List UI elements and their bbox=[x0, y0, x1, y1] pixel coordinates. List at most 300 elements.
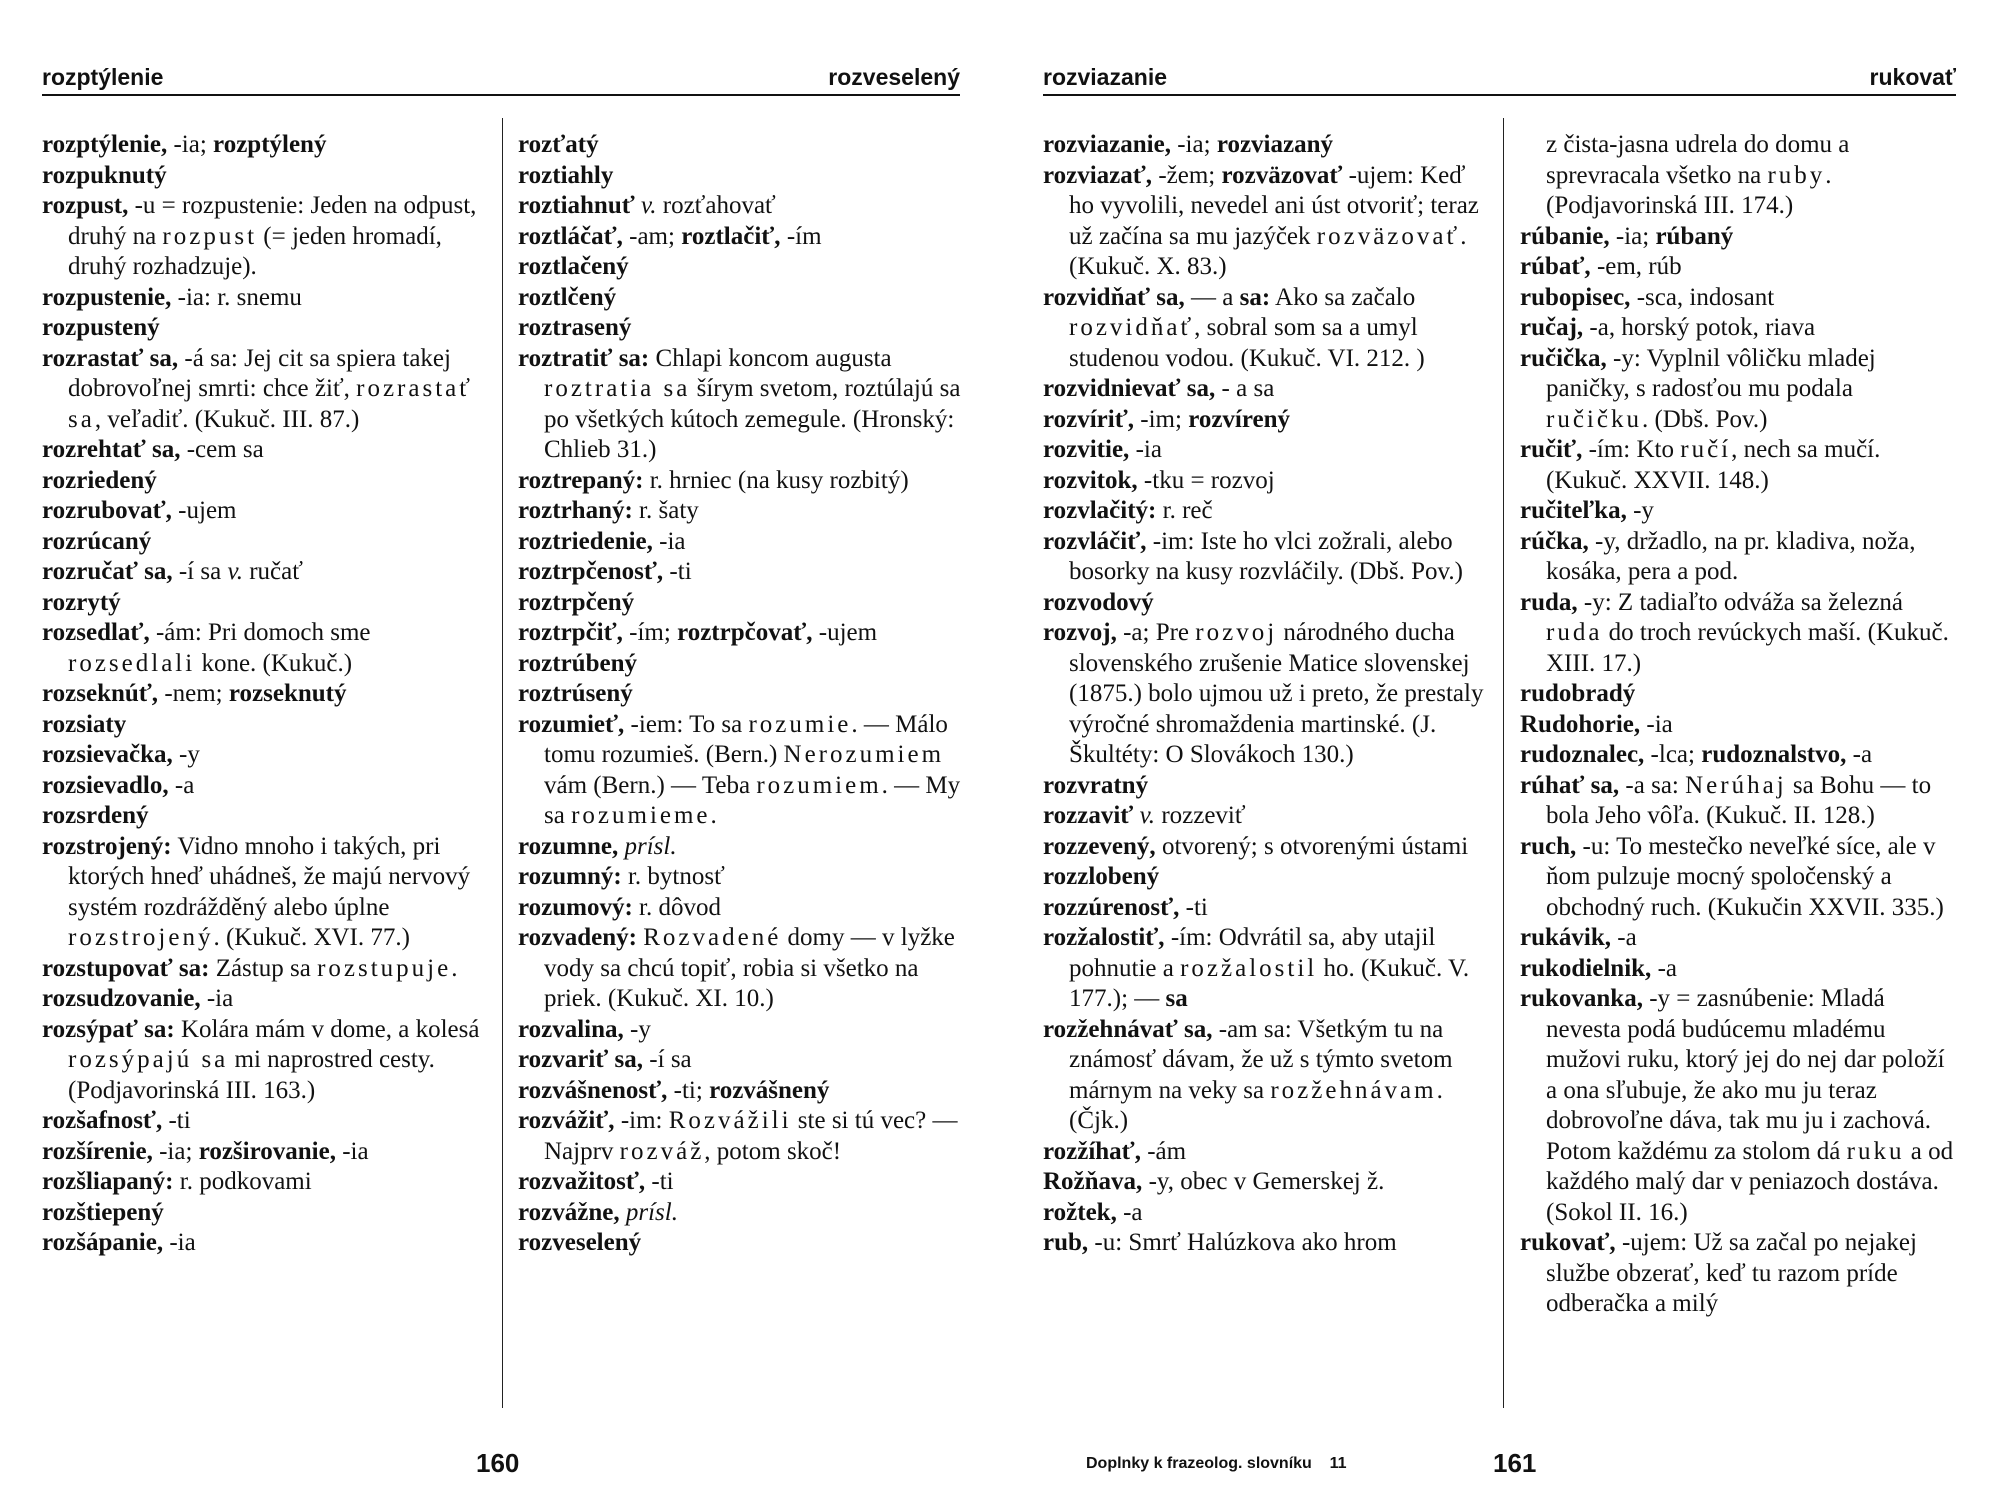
entry-text: r. dôvod bbox=[632, 893, 721, 921]
entry-text: -im; bbox=[1134, 405, 1189, 433]
dictionary-entry bbox=[518, 1045, 962, 1076]
entry-text: -im: bbox=[614, 1107, 669, 1134]
dictionary-entry bbox=[42, 283, 484, 314]
entry-text: -ia; bbox=[1170, 131, 1217, 158]
dictionary-entry bbox=[1520, 344, 1956, 436]
dictionary-entry bbox=[1520, 222, 1956, 253]
dictionary-entry bbox=[1520, 283, 1956, 314]
headword: rukovanka, bbox=[1520, 985, 1643, 1012]
dictionary-entry bbox=[42, 527, 484, 558]
headword: roztiahnuť bbox=[518, 192, 635, 219]
dictionary-entry bbox=[518, 1167, 962, 1198]
headword: rozvážne, bbox=[518, 1198, 620, 1226]
spaced-example: Nerúhaj bbox=[1685, 771, 1787, 799]
headword: roztrpčiť, bbox=[518, 619, 623, 646]
entry-text: z čista-jasna udrela do domu a sprevracala všetko na bbox=[1546, 131, 1850, 189]
page-number-right: 161 bbox=[1493, 1448, 1537, 1478]
entry-text: -em, rúb bbox=[1590, 253, 1682, 280]
entry-text: -ím; bbox=[622, 619, 678, 646]
headword: rozšafnosť, bbox=[42, 1107, 163, 1134]
headword: roztiahly bbox=[518, 161, 614, 189]
dictionary-entry bbox=[1043, 130, 1489, 161]
headword: rozviazaný bbox=[1216, 131, 1333, 158]
dictionary-entry bbox=[42, 557, 484, 588]
headword: rozvírený bbox=[1188, 405, 1291, 433]
entry-text: -ti bbox=[645, 1168, 674, 1195]
headword: rozpust, bbox=[42, 192, 129, 219]
headword: ručiteľka, bbox=[1520, 497, 1627, 524]
headword: roztrúsený bbox=[518, 680, 633, 707]
running-head-left-first: rozptýlenie bbox=[42, 64, 164, 90]
dictionary-entry bbox=[42, 954, 484, 985]
entry-text: -ia bbox=[1640, 710, 1673, 738]
dictionary-entry bbox=[1043, 1015, 1489, 1137]
entry-text: -ím bbox=[780, 222, 822, 250]
dictionary-entry bbox=[42, 1137, 484, 1168]
headword: rozvidnievať sa, bbox=[1043, 375, 1216, 402]
headword: rozsudzovanie, bbox=[42, 985, 201, 1012]
entry-text: . bbox=[451, 954, 458, 982]
headword: rozumieť, bbox=[518, 710, 625, 738]
entry-text: -a bbox=[1651, 954, 1677, 982]
headword: rukovať, bbox=[1520, 1229, 1616, 1256]
dictionary-entry bbox=[1520, 832, 1956, 924]
spaced-example: Rozvážili bbox=[668, 1107, 792, 1134]
dictionary-entry bbox=[42, 1228, 484, 1259]
headword: rozväzovať bbox=[1221, 161, 1343, 189]
headword: Rožňava, bbox=[1043, 1168, 1143, 1195]
dictionary-entry bbox=[518, 496, 962, 527]
dictionary-entry bbox=[42, 588, 484, 619]
entry-text: otvorený; s otvorenými ústami bbox=[1155, 832, 1469, 860]
spaced-example: rozväzovať bbox=[1316, 222, 1461, 250]
dictionary-entry bbox=[1043, 801, 1489, 832]
dictionary-entry bbox=[518, 649, 962, 680]
entry-text: -tku = rozvoj bbox=[1137, 466, 1275, 494]
headword: rozvláčiť, bbox=[1043, 527, 1147, 555]
dictionary-entry bbox=[1520, 923, 1956, 954]
spaced-example: rozžehnávam bbox=[1270, 1076, 1437, 1104]
entry-text: -a bbox=[1846, 741, 1873, 768]
headword: rozrúcaný bbox=[42, 527, 152, 555]
headword: rozviazanie, bbox=[1043, 131, 1171, 158]
headword: rozumový: bbox=[518, 893, 633, 921]
entry-text: -a bbox=[1611, 924, 1637, 951]
dictionary-entry bbox=[1520, 496, 1956, 527]
dictionary-entry bbox=[1043, 405, 1489, 436]
entry-text: -ím: Kto bbox=[1582, 436, 1681, 463]
dictionary-entry bbox=[518, 862, 962, 893]
headword: rozšliapaný: bbox=[42, 1168, 174, 1195]
dictionary-entry bbox=[42, 466, 484, 497]
headword: sa bbox=[1165, 985, 1188, 1012]
headword: roztlačený bbox=[518, 253, 629, 280]
dictionary-entry bbox=[518, 191, 962, 222]
entry-text: -u: Smrť Halúzkova ako hrom bbox=[1088, 1229, 1397, 1256]
entry-text: ručať bbox=[242, 558, 303, 585]
entry-text: -a sa: bbox=[1619, 771, 1686, 799]
headword: rozpustenie, bbox=[42, 283, 172, 311]
entry-text: . (Kukuč. XVI. 77.) bbox=[213, 924, 410, 951]
dictionary-entry bbox=[518, 618, 962, 649]
headword: rudobradý bbox=[1520, 680, 1636, 707]
dictionary-entry bbox=[1520, 435, 1956, 496]
entry-text: -y, obec v Gemerskej ž. bbox=[1142, 1168, 1385, 1195]
dictionary-entry bbox=[42, 984, 484, 1015]
headword: ručička, bbox=[1520, 344, 1607, 372]
entry-text: -ám: Pri domoch sme bbox=[149, 619, 371, 646]
headword: rozvažitosť, bbox=[518, 1168, 646, 1195]
headword: roztratiť sa: bbox=[518, 344, 650, 372]
entry-text: -ám bbox=[1140, 1137, 1187, 1165]
entry-text: sa Bohu — to bola Jeho vôľa. (Kukuč. II. 128.) bbox=[1546, 771, 1932, 829]
entry-text: -í sa bbox=[643, 1046, 692, 1073]
dictionary-entry bbox=[42, 344, 484, 436]
right-page-column-2 bbox=[1520, 130, 1956, 1320]
headword: rozvlačitý: bbox=[1043, 497, 1157, 524]
entry-text: Kolára mám v dome, a kolesá bbox=[174, 1015, 480, 1043]
headword: rub, bbox=[1043, 1229, 1089, 1256]
dictionary-entry bbox=[1043, 1167, 1489, 1198]
entry-text: rozzeviť bbox=[1155, 802, 1246, 829]
headword: rozvodový bbox=[1043, 588, 1154, 616]
entry-text: -ia: r. snemu bbox=[171, 283, 302, 311]
dictionary-entry bbox=[1043, 527, 1489, 588]
spaced-example: rozrastať sa bbox=[68, 375, 473, 433]
headword: rozručať sa, bbox=[42, 558, 173, 585]
dictionary-entry bbox=[42, 496, 484, 527]
dictionary-entry bbox=[1520, 679, 1956, 710]
headword: ručiť, bbox=[1520, 436, 1583, 463]
entry-text: -sca, indosant bbox=[1630, 283, 1775, 311]
dictionary-entry bbox=[1520, 527, 1956, 588]
entry-text: r. podkovami bbox=[173, 1168, 312, 1195]
entry-text: ste si tú vec? — Najprv bbox=[544, 1107, 958, 1165]
headword: rozriedený bbox=[42, 466, 157, 494]
headword: rozvášnený bbox=[709, 1076, 830, 1104]
headword: roztrhaný: bbox=[518, 497, 633, 524]
dictionary-entry bbox=[1043, 161, 1489, 283]
entry-text: -a bbox=[168, 771, 195, 799]
headword: rozrastať sa, bbox=[42, 344, 179, 372]
dictionary-entry bbox=[518, 893, 962, 924]
entry-text: -í sa bbox=[172, 558, 228, 585]
headword: rozširovanie, bbox=[198, 1137, 336, 1165]
dictionary-entry bbox=[42, 1015, 484, 1107]
spaced-example: ručičku bbox=[1546, 405, 1642, 433]
headword: rozumný: bbox=[518, 863, 622, 890]
dictionary-entry bbox=[1043, 1228, 1489, 1259]
spaced-example: rozstrojený bbox=[68, 924, 214, 951]
headword: rozseknutý bbox=[228, 680, 347, 707]
headword: rozrubovať, bbox=[42, 497, 172, 524]
headword: rožtek, bbox=[1043, 1198, 1117, 1226]
headword: rozsievačka, bbox=[42, 741, 173, 768]
signature-mark: Doplnky k frazeolog. slovníku 11 bbox=[1086, 1455, 1347, 1472]
headword: rozzaviť bbox=[1043, 802, 1134, 829]
dictionary-entry bbox=[518, 344, 962, 466]
headword: rozrytý bbox=[42, 588, 121, 616]
dictionary-entry bbox=[42, 740, 484, 771]
entry-text: -ujem bbox=[171, 497, 237, 524]
headword: rozveselený bbox=[518, 1229, 642, 1256]
spaced-example: rozpust bbox=[162, 222, 258, 250]
entry-text: -u: To mestečko neveľké síce, ale v ňom pulzuje mocný spoločenský a obchodný ruch. (Kukučin XXVII. 335.) bbox=[1546, 832, 1944, 921]
spaced-example: ručí bbox=[1680, 436, 1732, 463]
spaced-example: rozvidňať bbox=[1069, 314, 1195, 341]
dictionary-entry bbox=[42, 832, 484, 954]
dictionary-entry bbox=[1043, 588, 1489, 619]
dictionary-entry bbox=[518, 1106, 962, 1167]
headword: roztrasený bbox=[518, 314, 632, 341]
dictionary-entry bbox=[42, 1106, 484, 1137]
entry-text: šírym svetom, roztúlajú sa po všetkých kútoch zemegule. (Hronský: Chlieb 31.) bbox=[544, 375, 961, 463]
headword: rúhať sa, bbox=[1520, 771, 1620, 799]
dictionary-entry bbox=[1520, 252, 1956, 283]
spaced-example: roztratia sa bbox=[544, 375, 691, 402]
headword: rozšápanie, bbox=[42, 1229, 164, 1256]
entry-text: -ti bbox=[663, 558, 692, 585]
headword: rozvíriť, bbox=[1043, 405, 1135, 433]
headword: rozvidňať sa, bbox=[1043, 283, 1185, 311]
entry-text: r. reč bbox=[1156, 497, 1213, 524]
dictionary-entry bbox=[518, 588, 962, 619]
dictionary-entry bbox=[42, 130, 484, 161]
headword: rozžalostiť, bbox=[1043, 924, 1165, 951]
dictionary-entry bbox=[518, 1076, 962, 1107]
dictionary-entry bbox=[1520, 771, 1956, 832]
headword: rozsýpať sa: bbox=[42, 1015, 175, 1043]
headword: rozvalina, bbox=[518, 1015, 624, 1043]
spaced-example: rozstupuje bbox=[317, 954, 452, 982]
entry-text: -žem; bbox=[1152, 161, 1222, 189]
headword: ruda, bbox=[1520, 588, 1578, 616]
entry-text: -cem sa bbox=[180, 436, 264, 463]
headword: ruch, bbox=[1520, 832, 1577, 860]
headword: rúbanie, bbox=[1520, 222, 1610, 250]
headword: rozpuknutý bbox=[42, 161, 167, 189]
headword: rozsiaty bbox=[42, 710, 127, 738]
entry-text: , nech sa mučí. (Kukuč. XXVII. 148.) bbox=[1546, 436, 1881, 494]
headword: rudoznalstvo, bbox=[1701, 741, 1847, 768]
spaced-example: ruda bbox=[1546, 619, 1603, 646]
dictionary-entry bbox=[518, 527, 962, 558]
entry-text: a od každého malý dar v peniazoch dostáva. (Sokol II. 16.) bbox=[1546, 1137, 1954, 1226]
dictionary-entry bbox=[42, 1198, 484, 1229]
headword: rozvoj, bbox=[1043, 619, 1117, 646]
headword: rozumne, bbox=[518, 832, 619, 860]
headword: sa: bbox=[1239, 283, 1271, 311]
headword: rozvratný bbox=[1043, 771, 1149, 799]
dictionary-entry bbox=[518, 1015, 962, 1046]
headword: rukávik, bbox=[1520, 924, 1612, 951]
entry-text: Vidno mnoho i takých, pri ktorých hneď uhádneš, že majú nervový systém rozdrážděný alebo úplne bbox=[68, 832, 471, 921]
dictionary-entry bbox=[518, 466, 962, 497]
entry-text: . (Dbš. Pov.) bbox=[1641, 405, 1768, 433]
entry-text: -lca; bbox=[1644, 741, 1702, 768]
headword: rúčka, bbox=[1520, 527, 1589, 555]
dictionary-entry bbox=[42, 1167, 484, 1198]
headword: roztlačiť, bbox=[681, 222, 781, 250]
dictionary-entry bbox=[518, 252, 962, 283]
headword: rozštiepený bbox=[42, 1198, 164, 1226]
dictionary-entry bbox=[1520, 710, 1956, 741]
italic-abbreviation: v. bbox=[227, 558, 243, 585]
headword: roztrpčovať, bbox=[677, 619, 813, 646]
entry-text: -a bbox=[1116, 1198, 1143, 1226]
entry-text: r. hrniec (na kusy rozbitý) bbox=[643, 466, 909, 494]
dictionary-entry bbox=[42, 679, 484, 710]
headword: rozstrojený: bbox=[42, 832, 172, 860]
dictionary-entry bbox=[1520, 954, 1956, 985]
entry-text: , potom skoč! bbox=[704, 1137, 842, 1165]
dictionary-entry bbox=[1520, 313, 1956, 344]
entry-text: -y = zasnúbenie: Mladá nevesta podá budúcemu mladému mužovi ruku, ktorý jej do nej dar položí a ona sľubuje, že ako mu ju teraz dobrovoľne dáva, tak mu ju i zachová. Potom každému za stolom dá bbox=[1546, 985, 1945, 1165]
entry-text: . — My sa bbox=[544, 771, 961, 829]
headword: rozšírenie, bbox=[42, 1137, 153, 1165]
dictionary-entry bbox=[518, 222, 962, 253]
dictionary-entry bbox=[42, 801, 484, 832]
dictionary-entry bbox=[1520, 984, 1956, 1228]
entry-text: -ia bbox=[335, 1137, 369, 1165]
entry-text: -á sa: Jej cit sa spiera takej dobrovoľnej smrti: chce žiť, bbox=[68, 344, 451, 402]
headword: rozsrdený bbox=[42, 802, 149, 829]
entry-text: -ia; bbox=[167, 131, 214, 158]
entry-text: -ujem bbox=[812, 619, 878, 646]
entry-text: -u = rozpustenie: Jeden na odpust, druhý na bbox=[68, 192, 477, 250]
dictionary-entry bbox=[1520, 588, 1956, 680]
headword: rozptýlený bbox=[213, 131, 327, 158]
entry-text: ho. (Kukuč. V. 177.); — bbox=[1069, 954, 1470, 1012]
dictionary-entry bbox=[1520, 1228, 1956, 1320]
headword: roztrúbený bbox=[518, 649, 637, 677]
dictionary-entry bbox=[1043, 374, 1489, 405]
dictionary-entry bbox=[42, 191, 484, 283]
dictionary-entry bbox=[518, 130, 962, 161]
spaced-example: rozváž bbox=[619, 1137, 705, 1165]
dictionary-entry bbox=[518, 1228, 962, 1259]
dictionary-entry bbox=[1043, 618, 1489, 771]
spaced-example: rozumie bbox=[748, 710, 852, 738]
spaced-example: rozsedlali bbox=[68, 649, 196, 677]
entry-text: -y bbox=[623, 1015, 651, 1043]
dictionary-entry bbox=[1043, 466, 1489, 497]
entry-text: , veľadiť. (Kukuč. III. 87.) bbox=[94, 405, 360, 433]
entry-text: -iem: To sa bbox=[624, 710, 749, 738]
headword: rozvitok, bbox=[1043, 466, 1138, 494]
running-head-right-last: rukovať bbox=[1869, 64, 1956, 90]
dictionary-entry bbox=[1043, 893, 1489, 924]
headword: rozsievadlo, bbox=[42, 771, 169, 799]
headword: rozžíhať, bbox=[1043, 1137, 1141, 1165]
entry-text: do troch revúckych maší. (Kukuč. XIII. 17.) bbox=[1546, 619, 1949, 677]
headword: rozptýlenie, bbox=[42, 131, 168, 158]
spaced-example: rozsýpajú sa bbox=[68, 1046, 229, 1073]
entry-text: -ujem: Keď ho vyvolili, nevedel ani úst otvoriť; teraz už začína sa mu jazýček bbox=[1069, 161, 1479, 250]
dictionary-entry bbox=[1043, 435, 1489, 466]
entry-text: -ia; bbox=[152, 1137, 199, 1165]
headword: roztláčať, bbox=[518, 222, 623, 250]
entry-text: -ia bbox=[652, 527, 686, 555]
dictionary-entry bbox=[1043, 1198, 1489, 1229]
entry-text: (= jeden hromadí, druhý rozhadzuje). bbox=[68, 222, 442, 280]
left-page-column-2 bbox=[518, 130, 962, 1259]
italic-abbreviation: prísl. bbox=[624, 832, 677, 860]
entry-text: rozťahovať bbox=[656, 192, 776, 219]
headword: rozžehnávať sa, bbox=[1043, 1015, 1213, 1043]
entry-text: — a bbox=[1184, 283, 1240, 311]
headword: rozvadený: bbox=[518, 924, 637, 951]
dictionary-entry bbox=[518, 923, 962, 1015]
entry-text: -ujem: Už sa začal po nejakej službe obzerať, keď tu razom príde odberačka a milý bbox=[1546, 1229, 1917, 1317]
dictionary-entry bbox=[1043, 771, 1489, 802]
headword: roztrpčenosť, bbox=[518, 558, 664, 585]
headword: Rudohorie, bbox=[1520, 710, 1641, 738]
dictionary-entry bbox=[518, 832, 962, 863]
entry-text: -y bbox=[1626, 497, 1654, 524]
dictionary-entry bbox=[518, 283, 962, 314]
entry-text: - a sa bbox=[1215, 375, 1275, 402]
headword: rozstupovať sa: bbox=[42, 954, 210, 982]
headword: rozvášnenosť, bbox=[518, 1076, 668, 1104]
headword: rozrehtať sa, bbox=[42, 436, 181, 463]
dictionary-entry bbox=[42, 161, 484, 192]
headword: rúbaný bbox=[1655, 222, 1734, 250]
entry-text: . (Čjk.) bbox=[1069, 1076, 1443, 1134]
entry-text: . — Málo tomu rozumieš. (Bern.) bbox=[544, 710, 948, 768]
entry-text: -y, držadlo, na pr. kladiva, noža, kosáka, pera a pod. bbox=[1546, 527, 1916, 585]
entry-text: -a; Pre bbox=[1116, 619, 1196, 646]
entry-text: -ti; bbox=[667, 1076, 710, 1104]
headword: rúbať, bbox=[1520, 253, 1591, 280]
entry-text: . (Podjavorinská III. 174.) bbox=[1546, 161, 1832, 219]
spaced-example: ruku bbox=[1846, 1137, 1905, 1165]
column-separator-right bbox=[1503, 118, 1504, 1408]
entry-text: -am sa: Všetkým tu na známosť dávam, že už s týmto svetom márnym na veky sa bbox=[1069, 1015, 1453, 1104]
spaced-example: Rozvadené bbox=[643, 924, 782, 951]
headword: rozvariť sa, bbox=[518, 1046, 644, 1073]
entry-text: -ím: Odvrátil sa, aby utajil pohnutie a bbox=[1069, 924, 1436, 982]
dictionary-entry bbox=[42, 771, 484, 802]
headword: rozťatý bbox=[518, 131, 599, 158]
entry-text: Zástup sa bbox=[209, 954, 318, 982]
entry-text: -nem; bbox=[158, 680, 229, 707]
dictionary-entry bbox=[1043, 832, 1489, 863]
entry-text: -y bbox=[172, 741, 200, 768]
header-rule-left bbox=[42, 94, 960, 96]
entry-text: mi naprostred cesty. (Podjavorinská III. 163.) bbox=[68, 1046, 435, 1104]
headword: rubopisec, bbox=[1520, 283, 1631, 311]
headword: roztrepaný: bbox=[518, 466, 644, 494]
headword: rozsedlať, bbox=[42, 619, 150, 646]
right-page-column-1 bbox=[1043, 130, 1489, 1259]
entry-text: -a, horský potok, riava bbox=[1583, 314, 1816, 341]
entry-text: Ako sa začalo bbox=[1270, 283, 1416, 311]
page-number-left: 160 bbox=[476, 1448, 520, 1478]
header-rule-right bbox=[1043, 94, 1956, 96]
entry-text: -y: Z tadiaľto odváža sa železná bbox=[1577, 588, 1903, 616]
dictionary-entry bbox=[518, 679, 962, 710]
dictionary-entry bbox=[518, 313, 962, 344]
dictionary-entry bbox=[42, 435, 484, 466]
headword: ručaj, bbox=[1520, 314, 1584, 341]
dictionary-entry bbox=[518, 557, 962, 588]
spaced-example: Nerozumiem bbox=[783, 741, 945, 768]
dictionary-entry bbox=[518, 161, 962, 192]
entry-text: národného ducha slovenského zrušenie Matice slovenskej (1875.) bolo ujmou už i preto, že prestaly výročné shromaždenia martinské. (J. Škultéty: O Slovákoch 130.) bbox=[1069, 619, 1484, 768]
headword: rudoznalec, bbox=[1520, 741, 1645, 768]
headword: rozvitie, bbox=[1043, 436, 1130, 463]
